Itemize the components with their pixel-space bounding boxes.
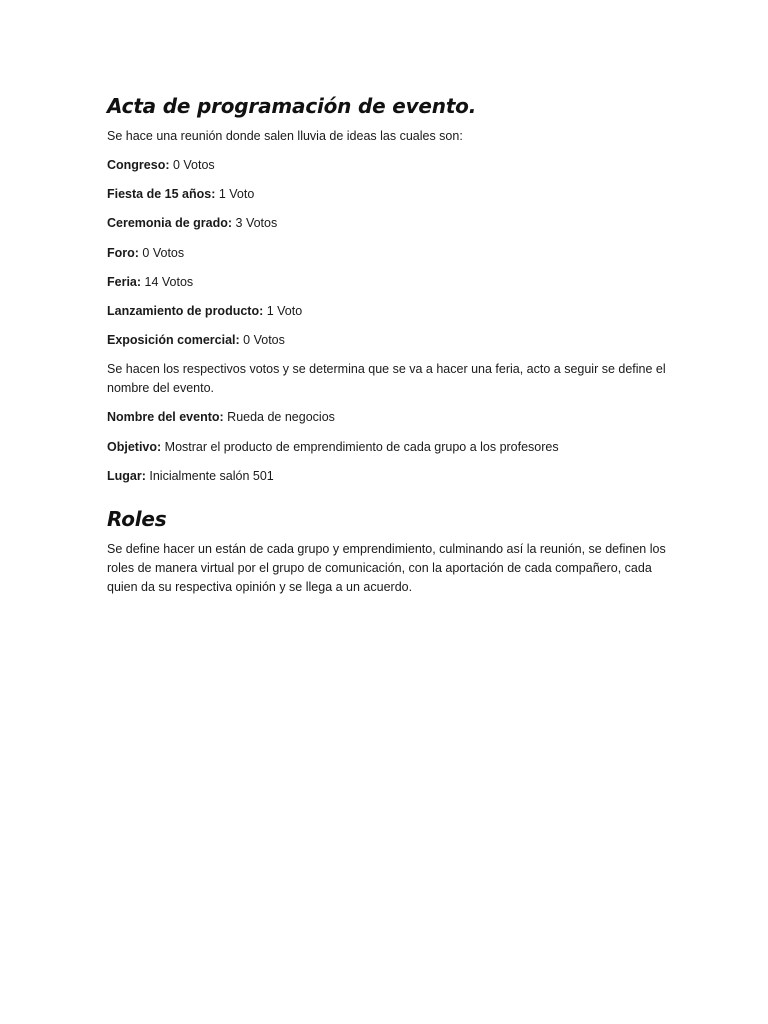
detail-value: Mostrar el producto de emprendimiento de cada grupo a los profesores <box>164 439 559 454</box>
vote-item-foro <box>107 244 668 273</box>
vote-value: 0 Votos <box>243 333 285 348</box>
detail-label: Objetivo: <box>107 439 162 454</box>
vote-label: Congreso: <box>107 158 170 172</box>
vote-label: Ceremonia de grado: <box>107 216 233 231</box>
detail-nombre <box>107 408 668 437</box>
vote-value: 14 Votos <box>144 274 194 289</box>
vote-label: Foro: <box>107 245 139 260</box>
vote-value: 0 Votos <box>172 158 215 172</box>
vote-value: 3 Votos <box>235 216 278 231</box>
detail-value: Inicialmente salón 501 <box>149 468 274 483</box>
vote-value: 0 Votos <box>142 245 185 260</box>
roles-heading: Roles <box>107 506 167 531</box>
detail-value: Rueda de negocios <box>227 410 335 425</box>
document-title: Acta de programación de evento. <box>107 94 477 118</box>
detail-objetivo <box>107 438 668 467</box>
vote-value: 1 Voto <box>218 187 255 202</box>
roles-paragraph: Se define hacer un están de cada grupo y emprendimiento, culminando así la reunión, se definen los roles de manera virtual por el grupo de comunicación, con la aportación de cada compañero, cada quien da su respectiva opinión y se llega a un acuerdo. <box>107 541 666 594</box>
vote-item-lanzamiento <box>107 302 668 331</box>
vote-item-fiesta <box>107 185 668 214</box>
vote-item-ceremonia <box>107 214 668 243</box>
vote-label: Fiesta de 15 años: <box>107 187 216 202</box>
vote-value: 1 Voto <box>266 303 303 318</box>
detail-label: Nombre del evento: <box>107 410 224 425</box>
intro-paragraph: Se hace una reunión donde salen lluvia de ideas las cuales son: <box>107 129 463 143</box>
detail-lugar <box>107 467 668 496</box>
vote-label: Exposición comercial: <box>107 333 240 348</box>
vote-item-congreso <box>107 156 668 185</box>
vote-item-exposicion <box>107 331 668 360</box>
decision-paragraph: Se hacen los respectivos votos y se determina que se va a hacer una feria, acto a seguir se define el nombre del evento. <box>107 362 666 396</box>
vote-item-feria <box>107 273 668 302</box>
vote-label: Feria: <box>107 274 142 289</box>
vote-label: Lanzamiento de producto: <box>107 303 264 318</box>
detail-label: Lugar: <box>107 468 146 483</box>
